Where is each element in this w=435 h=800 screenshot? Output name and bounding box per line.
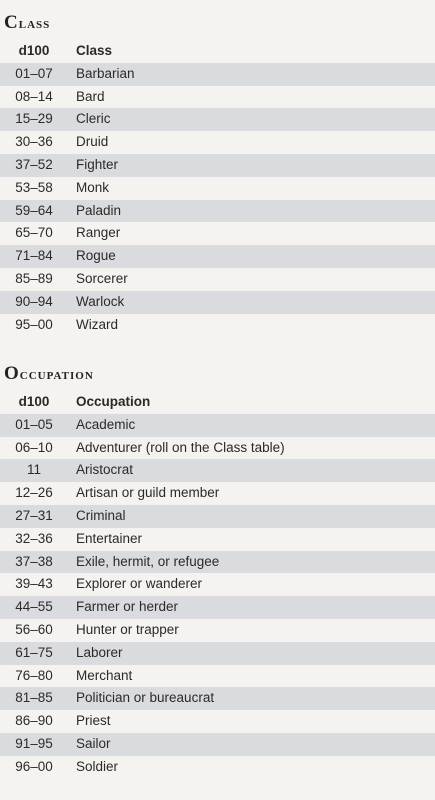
occupation-table-row [0, 528, 435, 551]
occupation-table-row [0, 665, 435, 688]
occupation-header-die: d100 [18, 394, 50, 409]
occupation-row-range: 91–95 [15, 735, 53, 751]
occupation-table-row [0, 437, 435, 460]
class-table-row [0, 177, 435, 200]
class-row-name: Druid [76, 134, 109, 150]
occupation-row-name: Academic [76, 416, 136, 432]
occupation-row-range: 76–80 [15, 667, 53, 683]
class-table-row [0, 268, 435, 291]
class-row-range: 08–14 [15, 88, 53, 104]
occupation-row-name: Entertainer [76, 530, 143, 546]
occupation-row-name: Aristocrat [76, 462, 134, 478]
occupation-row-name: Criminal [76, 507, 126, 523]
class-row-name: Warlock [76, 293, 125, 309]
class-table-row [0, 86, 435, 109]
occupation-row-range: 27–31 [15, 507, 53, 523]
class-header-name: Class [76, 43, 113, 58]
class-row-range: 71–84 [15, 248, 53, 264]
class-table-row [0, 222, 435, 245]
occupation-row-name: Laborer [76, 644, 123, 660]
occupation-table [0, 391, 435, 779]
occupation-row-range: 44–55 [15, 599, 53, 615]
class-row-name: Ranger [76, 225, 121, 241]
occupation-header-name: Occupation [76, 394, 151, 409]
occupation-row-name: Explorer or wanderer [76, 576, 203, 592]
occupation-table-row [0, 482, 435, 505]
class-row-range: 59–64 [15, 202, 53, 218]
class-table [0, 40, 435, 336]
occupation-row-name: Farmer or herder [76, 599, 179, 615]
occupation-row-range: 06–10 [15, 439, 53, 455]
class-table-row [0, 108, 435, 131]
occupation-row-name: Adventurer (roll on the Class table) [76, 439, 285, 455]
occupation-row-range: 86–90 [15, 713, 53, 729]
class-table-row [0, 200, 435, 223]
occupation-table-header [0, 391, 435, 414]
occupation-row-range: 32–36 [15, 530, 53, 546]
class-table-row [0, 245, 435, 268]
occupation-table-row [0, 505, 435, 528]
occupation-row-name: Priest [76, 713, 111, 729]
class-row-range: 01–07 [15, 65, 53, 81]
class-row-range: 30–36 [15, 134, 53, 150]
class-row-range: 15–29 [15, 111, 53, 127]
occupation-row-range: 39–43 [15, 576, 53, 592]
class-row-name: Paladin [76, 202, 122, 218]
class-header-die: d100 [18, 43, 50, 58]
occupation-table-row [0, 710, 435, 733]
occupation-row-range: 37–38 [15, 553, 53, 569]
occupation-table-row [0, 619, 435, 642]
occupation-table-body [0, 414, 435, 779]
occupation-row-name: Artisan or guild member [76, 485, 220, 501]
class-row-range: 65–70 [15, 225, 53, 241]
class-row-range: 85–89 [15, 270, 53, 286]
occupation-table-row [0, 733, 435, 756]
class-table-row [0, 314, 435, 337]
class-row-name: Barbarian [76, 65, 135, 81]
class-table-body [0, 63, 435, 337]
class-table-row [0, 63, 435, 86]
occupation-row-name: Merchant [76, 667, 133, 683]
occupation-table-row [0, 551, 435, 574]
class-row-range: 90–94 [15, 293, 53, 309]
occupation-row-range: 96–00 [15, 758, 53, 774]
class-table-title: Class [4, 12, 51, 33]
occupation-row-range: 81–85 [15, 690, 53, 706]
occupation-row-name: Politician or bureaucrat [76, 690, 215, 706]
class-row-range: 95–00 [15, 316, 53, 332]
class-table-row [0, 131, 435, 154]
class-row-range: 37–52 [15, 156, 53, 172]
class-row-name: Wizard [76, 316, 119, 332]
occupation-row-name: Hunter or trapper [76, 621, 179, 637]
occupation-row-range: 12–26 [15, 485, 53, 501]
class-table-row [0, 154, 435, 177]
class-row-name: Fighter [76, 156, 119, 172]
class-row-range: 53–58 [15, 179, 53, 195]
occupation-row-name: Exile, hermit, or refugee [76, 553, 220, 569]
occupation-row-range: 56–60 [15, 621, 53, 637]
occupation-row-name: Sailor [76, 735, 111, 751]
class-row-name: Cleric [76, 111, 111, 127]
class-row-name: Bard [76, 88, 105, 104]
occupation-row-range: 01–05 [15, 416, 53, 432]
occupation-row-name: Soldier [76, 758, 119, 774]
class-row-name: Rogue [76, 248, 116, 264]
occupation-row-range: 11 [26, 462, 41, 478]
class-table-header [0, 40, 435, 63]
occupation-row-range: 61–75 [15, 644, 53, 660]
class-row-name: Monk [76, 179, 110, 195]
occupation-table-row [0, 756, 435, 779]
occupation-table-title: Occupation [4, 363, 94, 384]
occupation-table-row [0, 459, 435, 482]
class-table-row [0, 291, 435, 314]
class-row-name: Sorcerer [76, 270, 128, 286]
occupation-table-row [0, 687, 435, 710]
occupation-table-row [0, 573, 435, 596]
occupation-table-row [0, 414, 435, 437]
occupation-table-row [0, 596, 435, 619]
occupation-table-row [0, 642, 435, 665]
